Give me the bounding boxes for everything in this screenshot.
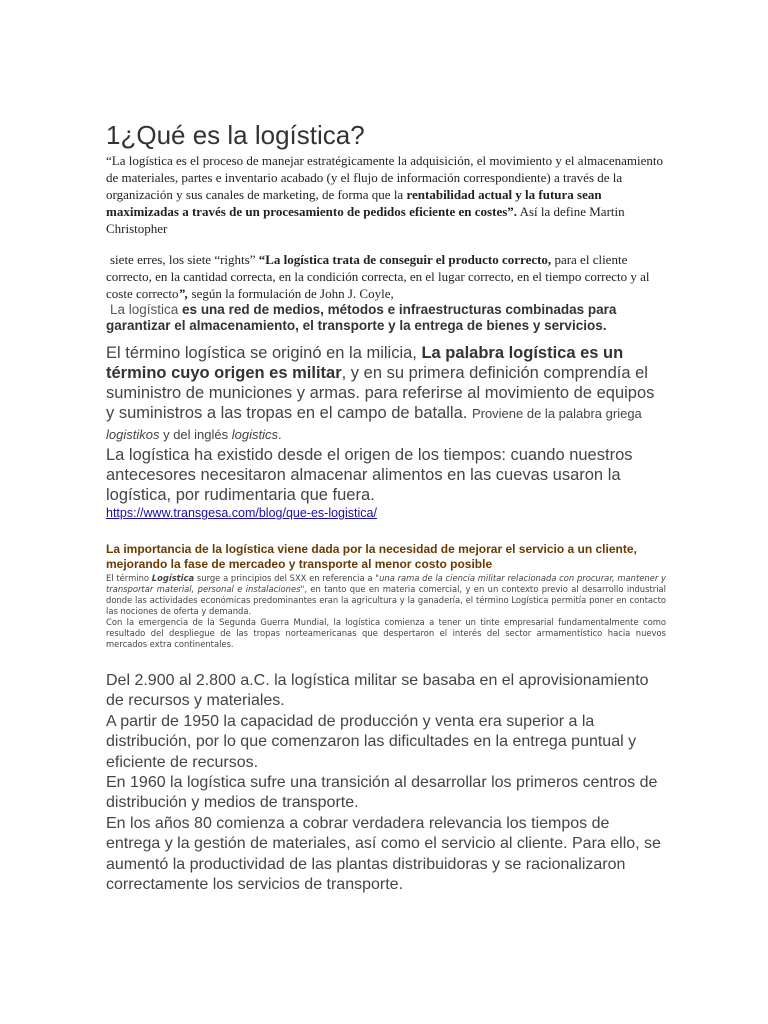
small-e: , en tanto que en materia comercial, y en un contexto previo al desarrollo industrial donde las actividades económicas predominantes eran la agricultura y la ganadería, el término Logística permitía poner en contacto las nociones de oferta y demanda. (106, 584, 666, 616)
network-bold: es una red de medios, métodos e infraestructuras combinadas para garantizar el almacenamiento, el transporte y la entrega de bienes y servicios. (106, 302, 617, 333)
document-page (106, 118, 666, 895)
timeline (106, 671, 666, 895)
term-origin-paragraph (106, 573, 666, 617)
military-part1: El término logística se originó en la milicia, (106, 344, 422, 362)
military-small2: y del inglés (159, 427, 232, 442)
military-small-i2: logistics (231, 427, 278, 442)
small-c: surge a principios del SXX en referencia a (194, 573, 376, 583)
military-small1: Proviene de la palabra griega (471, 406, 642, 421)
small-a: El término (106, 573, 152, 583)
rights-bold-quote: “La logística trata de conseguir el producto correcto, (258, 252, 555, 267)
rights-tail: según la formulación de John J. Coyle, (188, 286, 394, 301)
small-d: "una rama de la ciencia militar relacionada con procurar, mantener y transportar material, personal e instalaciones" (106, 573, 667, 594)
definition-quote: “La logística es el proceso de manejar estratégicamente la adquisición, el movimiento y el almacenamiento de materiales, partes e inventario acabado (y el flujo de información correspondiente) a través de la organización y sus canales de marketing, de forma que la (106, 153, 663, 202)
wwii-paragraph: Con la emergencia de la Segunda Guerra Mundial, la logística comienza a tener un tinte empresarial fundamentalmente como resultado del despliegue de las tropas norteamericanas que despertaron el interés del sector armamentístico hacia nuevos mercados extra continentales. (106, 617, 666, 649)
christopher-definition (106, 152, 666, 237)
rights-lead: siete erres, los siete “rights” (110, 252, 259, 267)
history-paragraph: La logística ha existido desde el origen de los tiempos: cuando nuestros antecesores necesitaron almacenar alimentos en las cuevas usaron la logística, por rudimentaria que fuera. (106, 446, 633, 504)
network-definition (106, 302, 666, 334)
military-small-i1: logistikos (106, 427, 160, 442)
rights-rest: para el cliente correcto, en la cantidad correcta, en la condición correcta, en el lugar correcto, en el tiempo correcto y al coste correcto (106, 252, 650, 301)
military-small3: . (277, 427, 282, 442)
rights-close: ”, (178, 286, 189, 301)
page-title: 1¿Qué es la logística? (106, 120, 365, 150)
coyle-definition (106, 251, 666, 302)
military-origin (106, 343, 666, 445)
small-b: Logística (151, 573, 195, 583)
importance-heading: La importancia de la logística viene dada por la necesidad de mejorar el servicio a un cliente, mejorando la fase de mercadeo y transporte al menor costo posible (106, 542, 637, 571)
military-bold: La palabra logística es un término cuyo origen es militar (106, 344, 624, 382)
timeline-item: En los años 80 comienza a cobrar verdadera relevancia los tiempos de entrega y la gestión de materiales, así como el servicio al cliente. Para ello, se aumentó la productividad de las plantas distribuidoras y se racionalizaron correctamente los servicios de transporte. (106, 814, 661, 894)
timeline-item: Del 2.900 al 2.800 a.C. la logística militar se basaba en el aprovisionamiento de recursos y materiales. (106, 672, 649, 710)
timeline-item: En 1960 la logística sufre una transición al desarrollar los primeros centros de distribución y medios de transporte. (106, 774, 658, 812)
definition-attribution: Así la define Martin Christopher (106, 204, 625, 236)
timeline-item: A partir de 1950 la capacidad de producción y venta era superior a la distribución, por lo que comenzaron las dificultades en la entrega puntual y eficiente de recursos. (106, 712, 637, 771)
definition-quote-bold: rentabilidad actual y la futura sean maximizadas a través de un procesamiento de pedidos eficiente en costes”. (106, 187, 602, 219)
network-normal: La logística (110, 302, 183, 317)
military-part2: , y en su primera definición comprendía el suministro de municiones y armas. para referirse al movimiento de equipos y suministros a las tropas en el campo de batalla. (106, 364, 655, 422)
source-link[interactable]: https://www.transgesa.com/blog/que-es-logistica/ (106, 506, 377, 520)
